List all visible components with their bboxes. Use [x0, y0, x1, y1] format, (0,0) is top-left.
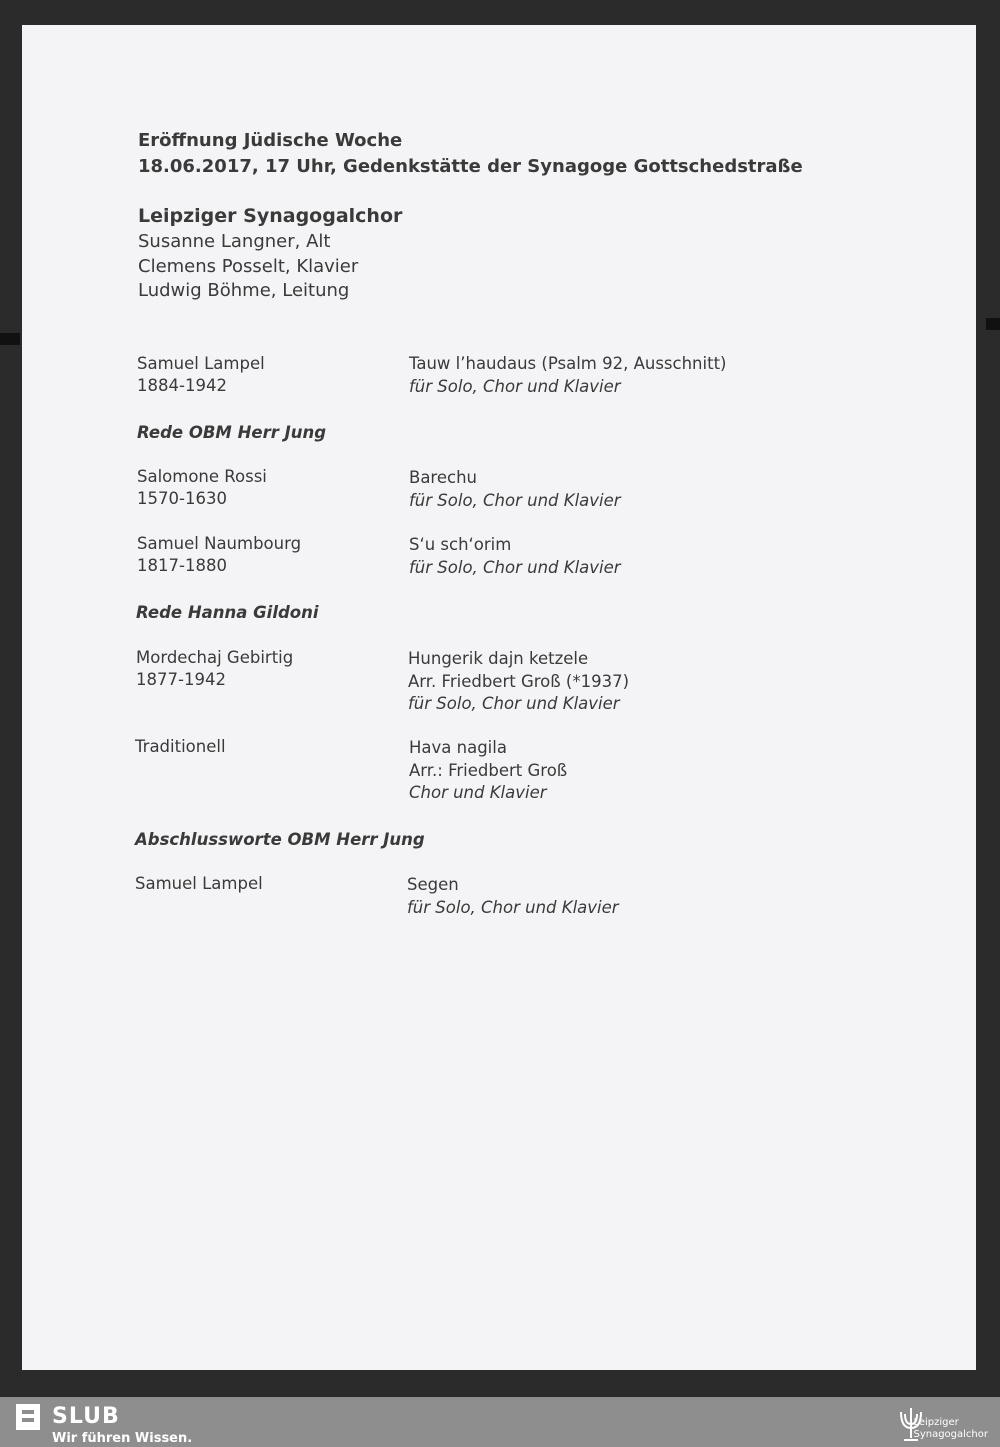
performer-soloist: Susanne Langner, Alt	[138, 231, 331, 252]
scan-edge-mark	[0, 333, 20, 345]
work-title: Segen	[407, 875, 459, 894]
work-title: Barechu	[409, 468, 477, 487]
partner-line1: Leipziger	[913, 1417, 959, 1428]
work-scoring: für Solo, Chor und Klavier	[409, 558, 621, 577]
work-arranger: Arr.: Friedbert Groß	[409, 761, 568, 780]
performer-pianist: Clemens Posselt, Klavier	[138, 256, 359, 277]
composer-years: 1817-1880	[137, 556, 227, 575]
slub-tagline: Wir führen Wissen.	[52, 1431, 193, 1446]
scan-edge-mark	[986, 318, 1000, 330]
slub-logo-icon	[14, 1402, 42, 1432]
composer: Traditionell	[135, 737, 226, 756]
composer: Samuel Lampel	[137, 354, 265, 373]
speech: Rede Hanna Gildoni	[136, 603, 319, 622]
work-scoring: für Solo, Chor und Klavier	[409, 491, 621, 510]
work-title: S‘u sch‘orim	[409, 535, 512, 554]
composer: Samuel Lampel	[135, 874, 263, 893]
work-scoring: für Solo, Chor und Klavier	[407, 898, 619, 917]
partner-logo-text	[913, 1417, 988, 1441]
composer-years: 1570-1630	[137, 489, 227, 508]
composer: Mordechaj Gebirtig	[136, 648, 294, 667]
event-date-venue: 18.06.2017, 17 Uhr, Gedenkstätte der Synagoge Gottschedstraße	[138, 156, 803, 177]
work-scoring: für Solo, Chor und Klavier	[409, 377, 621, 396]
event-title: Eröffnung Jüdische Woche	[138, 130, 403, 151]
work-title: Hungerik dajn ketzele	[408, 649, 589, 668]
composer-years: 1884-1942	[137, 376, 227, 395]
composer-years: 1877-1942	[136, 670, 226, 689]
slub-brand: SLUB	[52, 1404, 120, 1429]
partner-line2: Synagogalchor	[913, 1429, 988, 1440]
work-scoring: Chor und Klavier	[409, 783, 547, 802]
work-arranger: Arr. Friedbert Groß (*1937)	[408, 672, 630, 691]
work-scoring: für Solo, Chor und Klavier	[408, 694, 620, 713]
composer: Samuel Naumbourg	[137, 534, 302, 553]
composer: Salomone Rossi	[137, 467, 267, 486]
choir-name: Leipziger Synagogalchor	[138, 205, 403, 227]
speech: Rede OBM Herr Jung	[137, 423, 327, 442]
work-title: Hava nagila	[409, 738, 507, 757]
work-title: Tauw l’haudaus (Psalm 92, Ausschnitt)	[409, 354, 727, 373]
speech: Abschlussworte OBM Herr Jung	[135, 830, 425, 849]
performer-conductor: Ludwig Böhme, Leitung	[138, 280, 350, 301]
